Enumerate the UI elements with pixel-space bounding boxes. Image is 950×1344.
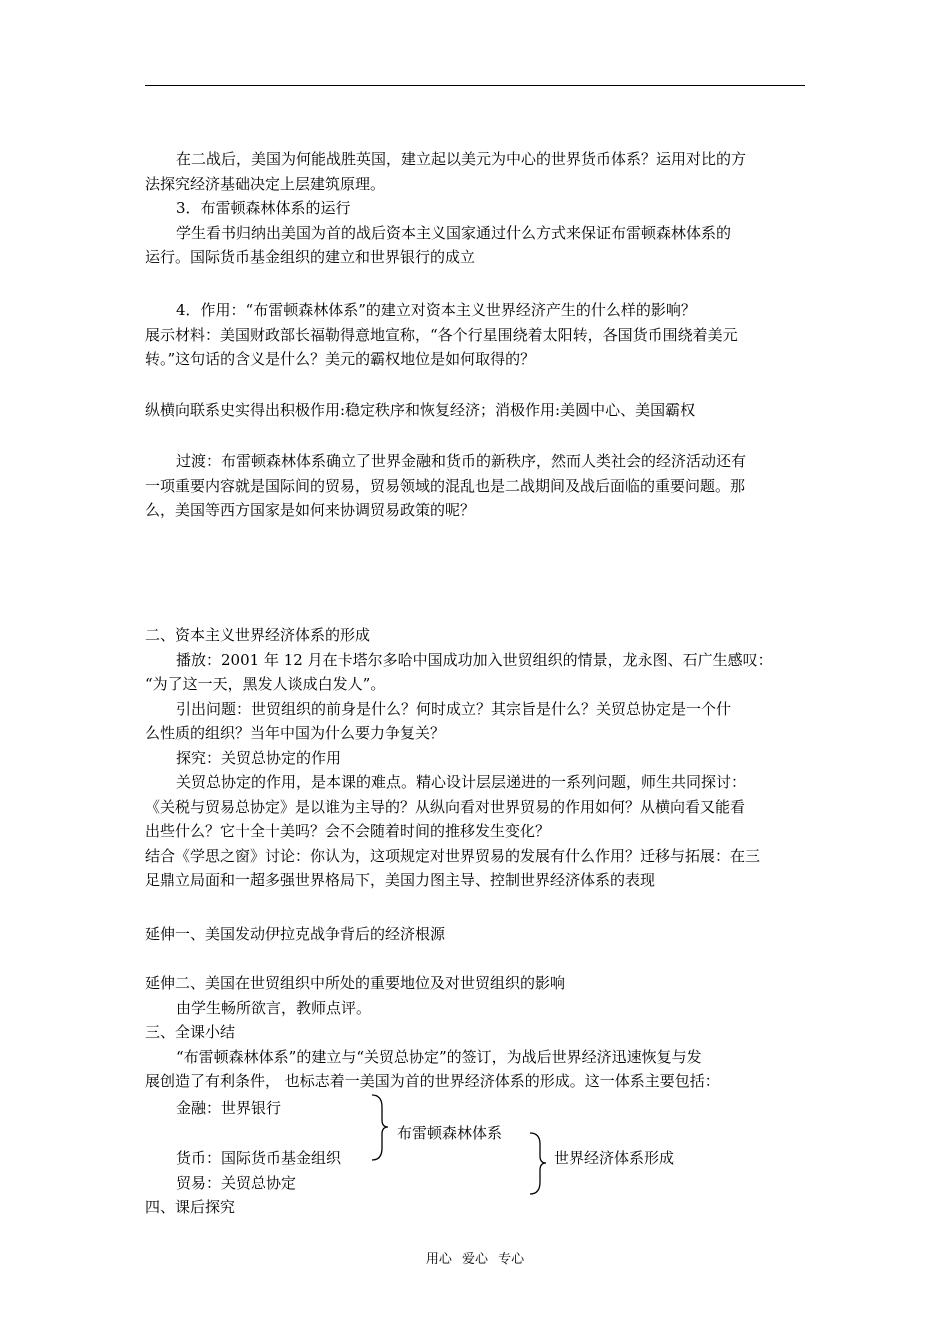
paragraph-transition — [145, 449, 810, 523]
section-heading: 四、课后探究 — [145, 1198, 236, 1216]
paragraph-bretton-effect — [145, 298, 810, 372]
diagram-bretton-woods: 布雷顿森林体系 — [397, 1124, 503, 1142]
text-line: 学生看书归纳出美国为首的战后资本主义国家通过什么方式来保证布雷顿森林体系的 — [176, 223, 732, 242]
footer-word: 用心 — [425, 1252, 452, 1267]
text-line: 运行。国际货币基金组织的建立和世界银行的成立 — [145, 248, 476, 266]
text-line: 足鼎立局面和一超多强世界格局下，美国力图主导、控制世界经济体系的表现 — [145, 871, 656, 889]
text-line: “布雷顿森林体系”的建立与“关贸总协定”的签订，为战后世界经济迅速恢复与发 — [176, 1047, 702, 1066]
text-line: 结合《学思之窗》讨论：你认为，这项规定对世界贸易的发展有什么作用？迁移与拓展：在三 — [145, 846, 761, 865]
text-line: 么性质的组织？当年中国为什么要力争复关？ — [145, 724, 446, 742]
text-line: 探究：关贸总协定的作用 — [176, 748, 342, 767]
text-line: 引出问题：世贸组织的前身是什么？何时成立？其宗旨是什么？关贸总协定是一个什 — [176, 699, 732, 718]
diagram-finance: 金融：世界银行 — [176, 1099, 282, 1117]
section-heading: 三、全课小结 — [145, 1023, 236, 1041]
section-four — [145, 1195, 810, 1220]
paragraph-bretton-origin — [145, 147, 810, 270]
text-line: 转。”这句话的含义是什么？美元的霸权地位是如何取得的？ — [145, 350, 536, 368]
diagram-world-economy: 世界经济体系形成 — [554, 1149, 675, 1167]
subheading: 3．布雷顿森林体系的运行 — [176, 199, 351, 217]
text-line: 播放：2001 年 12 月在卡塔尔多哈中国成功加入世贸组织的情景，龙永图、石广生感叹： — [176, 650, 773, 669]
brace-left-group — [370, 1093, 390, 1163]
text-line: 《关税与贸易总协定》是以谁为主导的？从纵向看对世界贸易的作用如何？从横向看又能看 — [145, 797, 746, 816]
header-rule — [145, 85, 805, 86]
paragraph-conclusion — [145, 398, 810, 423]
text-line: 延伸二、美国在世贸组织中所处的重要地位及对世贸组织的影响 — [145, 974, 566, 992]
subheading: 4．作用：“布雷顿森林体系”的建立对资本主义世界经济产生的什么样的影响？ — [176, 301, 696, 319]
footer-word: 爱心 — [461, 1252, 488, 1267]
text-line: 么，美国等西方国家是如何来协调贸易政策的呢？ — [145, 501, 476, 519]
text-line: 在二战后，美国为何能战胜英国，建立起以美元为中心的世界货币体系？运用对比的方 — [176, 150, 747, 168]
text-line: 纵横向联系史实得出积极作用:稳定秩序和恢复经济；消极作用:美圆中心、美国霸权 — [145, 401, 696, 419]
diagram-currency: 货币：国际货币基金组织 — [176, 1149, 342, 1167]
diagram-trade: 贸易：关贸总协定 — [176, 1174, 297, 1192]
footer-word: 专心 — [498, 1252, 525, 1267]
text-line: 延伸一、美国发动伊拉克战争背后的经济根源 — [145, 925, 446, 943]
text-line: 法探究经济基础决定上层建筑原理。 — [145, 174, 386, 193]
section-two — [145, 623, 810, 893]
text-line: 出些什么？它十全十美吗？会不会随着时间的推移发生变化？ — [145, 822, 551, 840]
text-line: 过渡：布雷顿森林体系确立了世界金融和货币的新秩序，然而人类社会的经济活动还有 — [176, 452, 747, 470]
text-line: 由学生畅所欲言，教师点评。 — [176, 998, 372, 1017]
text-line: “为了这一天，黑发人谈成白发人”。 — [145, 675, 386, 693]
extension-one — [145, 922, 810, 947]
section-heading: 二、资本主义世界经济体系的形成 — [145, 626, 371, 644]
page-footer — [0, 1248, 950, 1267]
extension-two-and-summary — [145, 971, 810, 1094]
text-line: 关贸总协定的作用，是本课的难点。精心设计层层递进的一系列问题，师生共同探讨： — [176, 773, 747, 791]
text-line: 展创造了有利条件， 也标志着一美国为首的世界经济体系的形成。这一体系主要包括： — [145, 1072, 720, 1090]
text-line: 展示材料：美国财政部长福勒得意地宣称，“各个行星围绕着太阳转，各国货币围绕着美元 — [145, 325, 738, 344]
brace-right-group — [528, 1131, 548, 1197]
text-line: 一项重要内容就是国际间的贸易，贸易领域的混乱也是二战期间及战后面临的重要问题。那 — [145, 476, 746, 495]
